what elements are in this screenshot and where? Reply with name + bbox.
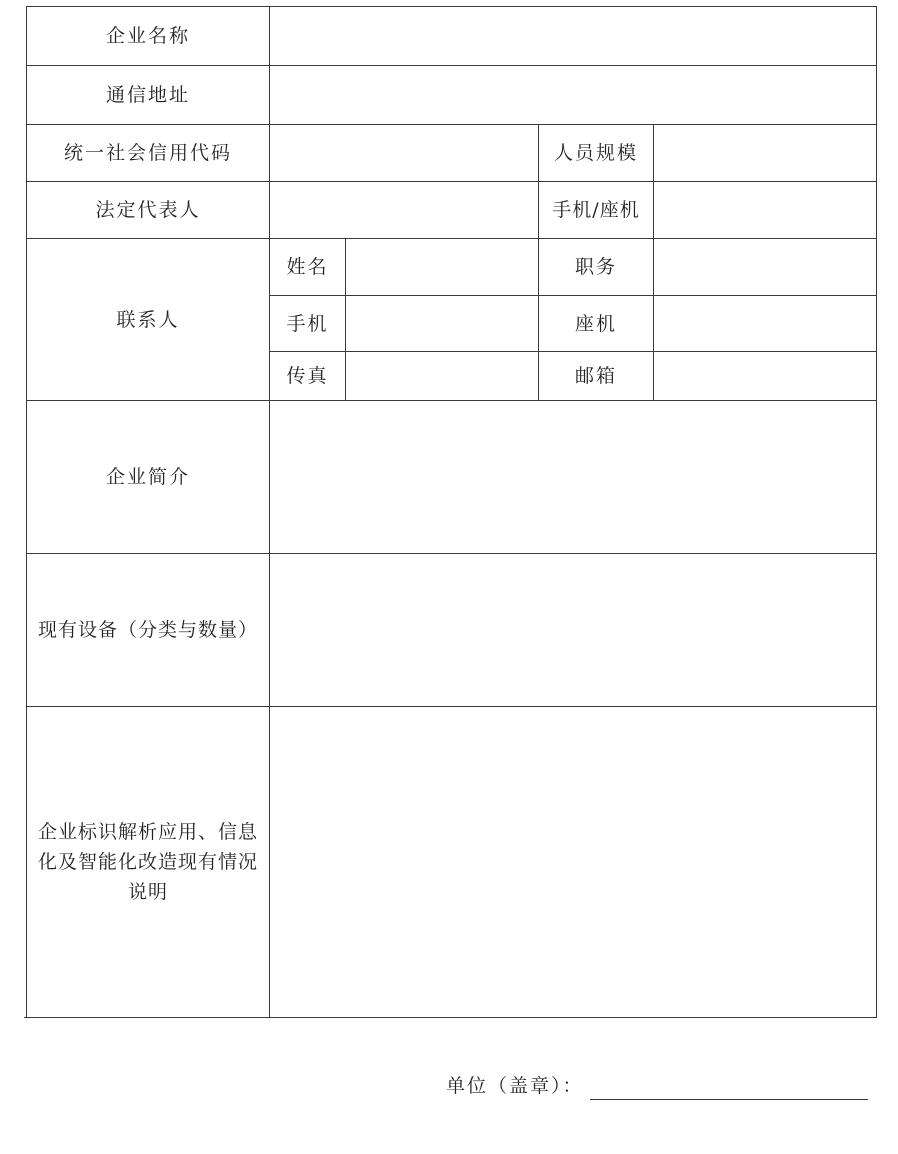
- contact-landline-field[interactable]: [655, 297, 875, 350]
- intro-field[interactable]: [271, 402, 875, 552]
- contact-email-label: 邮箱: [574, 365, 617, 387]
- contact-email-field[interactable]: [655, 353, 875, 399]
- staff-size-field[interactable]: [655, 126, 875, 180]
- table-line: [24, 1017, 877, 1018]
- status-label: 企业标识解析应用、信息化及智能化改造现有情况说明: [37, 821, 258, 903]
- equipment-label: 现有设备（分类与数量）: [37, 619, 258, 641]
- seal-label: 单位（盖章）：: [446, 1075, 584, 1097]
- phone-landline-label: 手机/座机: [552, 199, 640, 221]
- intro-label: 企业简介: [105, 466, 190, 488]
- company-name-field[interactable]: [271, 8, 875, 64]
- legal-rep-field[interactable]: [271, 183, 537, 237]
- contact-name-label: 姓名: [286, 256, 329, 278]
- company-name-label: 企业名称: [105, 25, 190, 47]
- address-field[interactable]: [271, 67, 875, 123]
- contact-landline-label: 座机: [574, 312, 617, 335]
- contact-title-field[interactable]: [655, 240, 875, 294]
- seal-signature-line[interactable]: [590, 1099, 868, 1100]
- contact-mobile-label: 手机: [286, 312, 329, 335]
- equipment-field[interactable]: [271, 555, 875, 705]
- contact-label: 联系人: [116, 308, 180, 331]
- staff-size-label: 人员规模: [553, 142, 638, 164]
- table-line: [876, 6, 877, 1018]
- status-field[interactable]: [271, 708, 875, 1016]
- credit-code-field[interactable]: [271, 126, 537, 180]
- contact-fax-label: 传真: [286, 365, 329, 387]
- phone-landline-field[interactable]: [655, 183, 875, 237]
- contact-name-field[interactable]: [347, 240, 537, 294]
- legal-rep-label: 法定代表人: [95, 199, 201, 221]
- contact-fax-field[interactable]: [347, 353, 537, 399]
- contact-mobile-field[interactable]: [347, 297, 537, 350]
- contact-title-label: 职务: [574, 256, 617, 278]
- credit-code-label: 统一社会信用代码: [63, 142, 232, 164]
- address-label: 通信地址: [105, 84, 190, 106]
